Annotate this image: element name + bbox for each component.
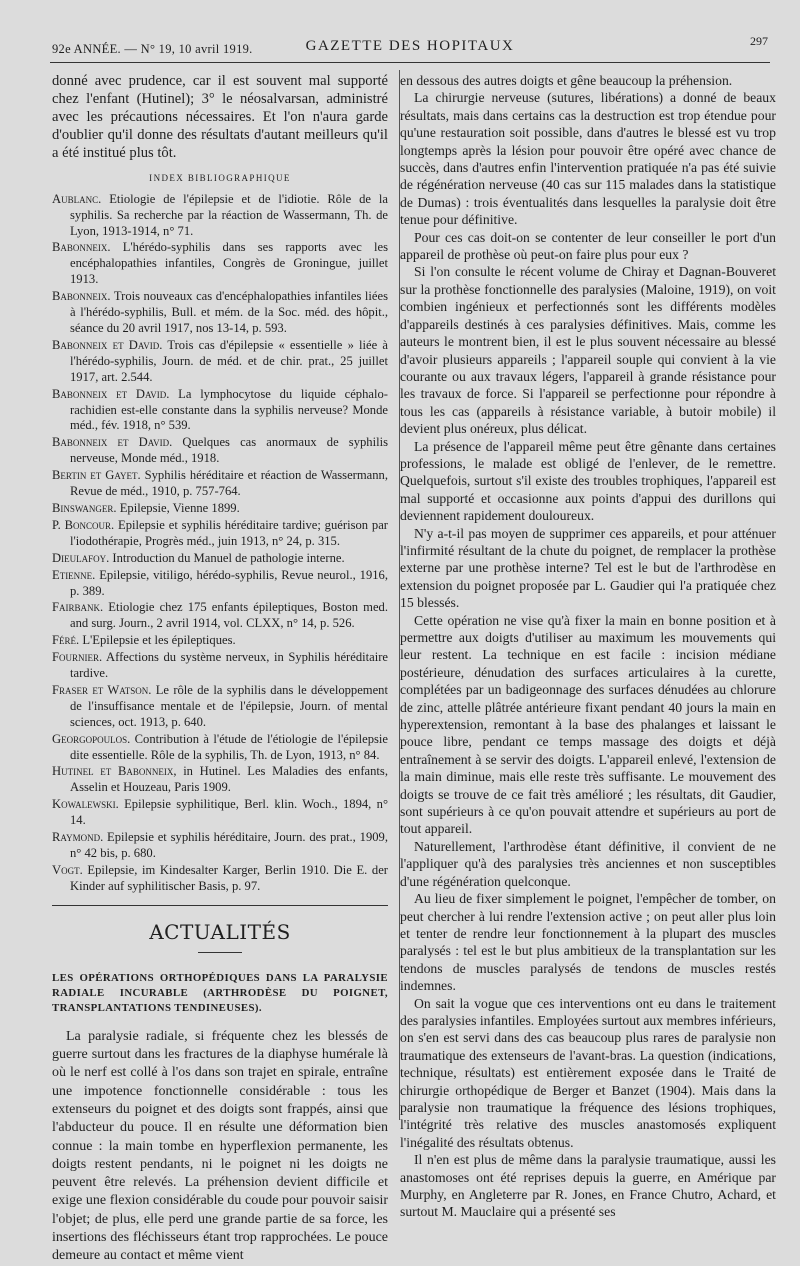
paragraph: Naturellement, l'arthrodèse étant définitive, il convient de ne l'appliquer qu'à des paralysies très anciennes et non susceptibles d'une régénération quelconque. [400,838,776,889]
title-underline [198,952,242,953]
page-header [52,28,768,60]
bib-author: Babonneix et David. [52,435,173,450]
journal-title: GAZETTE DES HOPITAUX [305,38,515,54]
bibliography-entry [52,568,388,600]
page-number: 297 [750,34,768,48]
bibliography-title: INDEX BIBLIOGRAPHIQUE [149,173,291,184]
bibliography-entry [52,192,388,240]
article-subheading: LES OPÉRATIONS ORTHOPÉDIQUES DANS LA PARALYSIE RADIALE INCURABLE (ARTHRODÈSE DU POIGNET, TRANSPLANTATIONS TENDINEUSES). [52,971,388,1014]
bibliography-entry [52,797,388,829]
paragraph: Il n'en est plus de même dans la paralysie traumatique, aussi les anastomoses ont été reprises depuis la guerre, en Amérique par Murphy, en Angleterre par R. Jones, en France Chutro, Achard, et surtout M. Mauclaire qui a présenté ses [400,1152,776,1220]
bib-text: Le rôle de la syphilis dans le développement de l'insuffisance mentale et de l'épilepsie, Journ. of mental sciences, oct. 1913, p. 640. [70,682,388,729]
paragraph: On sait la vogue que ces interventions ont eu dans le traitement des paralysies infantiles. Employées surtout aux membres inférieurs, on s'en est servi dans des cas beaucoup plus rares de paralysie non traumatique des extenseurs de l'avant-bras. La question (indications, technique, résultats) est entièrement exposée dans le Traité de chirurgie orthopédique de Berger et Banzet (1904). Mais dans la paralysie non traumatique la fréquence des lésions trophiques, l'intégrité très relative des muscles anastomosés expliquent l'inégalité des résultats obtenus. [400,995,776,1150]
paragraph: La chirurgie nerveuse (sutures, libérations) a donné de beaux résultats, mais dans certains cas la destruction est trop étendue pour qu'une restauration soit possible, dans d'autres le blessé est vu trop longtemps après la lésion pour pouvoir être opéré avec chance de succès, dans d'autres enfin l'intervention pratiquée n'a pas été suivie de régénération nerveuse (40 cas sur 115 malades dans la statistique de Dumas) : trois éventualités dans lesquelles la paralysie doit être tenue pour définitive. [400,90,776,228]
paragraph: en dessous des autres doigts et gêne beaucoup la préhension. [400,73,733,88]
right-column [400,72,776,1220]
paragraph: N'y a-t-il pas moyen de supprimer ces appareils, et pour atténuer l'infirmité résultant de la chute du poignet, de remplacer la prothèse externe par une prothèse interne? Tel est le but de l'arthrodèse en extension du poignet proposée par L. Gaudier qui l'a pratiquée chez 15 blessés. [400,525,776,611]
right-column-text [400,72,776,1221]
bib-text: Epilepsie, Vienne 1899. [119,500,240,515]
section-divider [52,905,388,906]
issue-info: 92e ANNÉE. — N° 19, 10 avril 1919. [52,42,253,56]
bibliography-entry [52,289,388,337]
bibliography-entry [52,435,388,467]
bibliography-entry [52,764,388,796]
article-body: La paralysie radiale, si fréquente chez les blessés de guerre surtout dans les fractures de la diaphyse humérale là où le nerf est collé à l'os dans son trajet en spirale, entraîne une impotence fonctionnelle considérable : tous les extenseurs du poignet et des doigts sont frappés, ainsi que l'abducteur du pouce. Il en résulte une déformation bien connue : la main tombe en hyperflexion permanente, les doigts restent pendants, ni le poignet ni les doigts ne peuvent être relevés. La préhension devient difficile et exige une flexion considérable du coude pour pouvoir saisir l'objet; de plus, elle perd une grande partie de sa force, les insertions des fléchisseurs étant trop rapprochées. Le pouce demeure au contact et même vient [52,1028,388,1264]
bib-author: Babonneix. [52,240,111,255]
bib-text: Epilepsie, im Kindesalter Karger, Berlin 1910. Die E. der Kinder auf syphilitischer Basis, p. 97. [70,862,388,893]
bib-author: Binswanger. [52,500,117,515]
bib-text: Epilepsie syphilitique, Berl. klin. Woch., 1894, n° 14. [70,797,388,828]
bibliography-entry [52,600,388,632]
bib-text: Trois nouveaux cas d'encéphalopathies infantiles liées à l'hérédo-syphilis, Bull. et mém. de la Soc. méd. des hôpit., séance du 20 avril 1917, nos 13-14, p. 593. [70,289,389,336]
bib-author: Etienne. [52,567,96,582]
bib-author: Georgopoulos. [52,731,131,746]
bib-author: Féré. [52,633,80,648]
bibliography-entry [52,732,388,764]
bib-author: P. Boncour. [52,517,115,532]
paragraph: Pour ces cas doit-on se contenter de leur conseiller le port d'un appareil de prothèse où peut-on faire plus pour eux ? [400,229,776,263]
bibliography-entry [52,683,388,731]
bibliography-entry [52,518,388,550]
bib-author: Bertin et Gayet. [52,468,141,483]
bib-author: Dieulafoy. [52,550,110,565]
bib-text: La lymphocytose du liquide céphalo-rachidien est-elle constante dans la syphilis nerveuse? Monde méd., fév. 1918, n° 539. [70,386,388,433]
paragraph: Au lieu de fixer simplement le poignet, l'empêcher de tomber, on peut chercher à lui rendre l'extension active ; on peut aller plus loin et tenter de rendre leur fonctionnement à la plupart des muscles paralysés : tel est le but plus ambitieux de la transplantation sur les tendons de muscles paralysés de tendons de muscles restés indemnes. [400,891,776,994]
bib-text: Epilepsie et syphilis héréditaire, Journ. des prat., 1909, n° 42 bis, p. 680. [70,830,388,861]
bibliography-entry [52,650,388,682]
bib-author: Aublanc. [52,191,102,206]
bib-text: Syphilis héréditaire et réaction de Wassermann, Revue de méd., 1910, p. 757-764. [70,468,388,499]
bib-author: Kowalewski. [52,797,119,812]
bib-author: Vogt. [52,862,83,877]
bibliography-entry [52,863,388,895]
bibliography-entry [52,551,388,567]
paragraph: La présence de l'appareil même peut être gênante dans certaines professions, le malade est obligé de l'enlever, de le remettre. Quelquefois, surtout s'il existe des troubles trophiques, l'appareil est mal supporté et occasionne aux points d'appui des durillons qui deviennent rapidement douloureux. [400,438,776,524]
left-column [52,72,389,1264]
bib-text: Epilepsie, vitiligo, hérédo-syphilis, Revue neurol., 1916, p. 389. [70,567,388,598]
intro-paragraph: donné avec prudence, car il est souvent mal supporté chez l'enfant (Hutinel); 3° le néosalvarsan, administré avec les précautions nécessaires. Et l'on n'aura garde d'oublier qu'il donne des résultats d'autant meilleurs qu'il a été institué plus tôt. [52,73,388,162]
bibliography-entry [52,468,388,500]
bib-text: Etiologie de l'épilepsie et de l'idiotie. Rôle de la syphilis. Sa recherche par la réaction de Wassermann, Th. de Lyon, 1913-1914, n° 71. [70,191,388,238]
bib-text: Quelques cas anormaux de syphilis nerveuse, Monde méd., 1918. [70,435,388,466]
bib-author: Fraser et Watson. [52,682,152,697]
header-rule [50,62,770,63]
bib-author: Raymond. [52,830,104,845]
bibliography-entry [52,633,388,649]
bibliography-entry [52,830,388,862]
bib-author: Hutinel et Babonneix, [52,764,177,779]
section-title: ACTUALITÉS [149,919,291,944]
bib-author: Babonneix. [52,289,111,304]
bib-text: L'Epilepsie et les épileptiques. [82,633,236,648]
paragraph: Si l'on consulte le récent volume de Chiray et Dagnan-Bouveret sur la prothèse fonctionnelle des paralysies (Maloine, 1919), on voit combien ingénieux et perfectionnés sont les différents modèles d'appareils destinés à ces paralysies définitives. Mais, comme les auteurs le montrent bien, il est le plus souvent nécessaire au blessé d'avoir plusieurs appareils ; l'appareil souple qui convient à la vie courante ou aux travaux légers, l'appareil à grande résistance pour les travaux de force. Si l'appareil se perfectionne pour répondre à tous les cas (appareils à résistance variable, à butoir mobile) il devient plus onéreux, plus délicat. [400,264,776,437]
bib-author: Fairbank. [52,600,104,615]
bib-text: Contribution à l'étude de l'étiologie de l'épilepsie dite essentielle. Rôle de la syphilis, Th. de Lyon, 1913, n° 84. [70,731,388,762]
bib-author: Babonneix et David. [52,337,163,352]
paragraph: Cette opération ne vise qu'à fixer la main en bonne position et à permettre aux doigts d'utiliser au maximum les mouvements qui leur restent. La technique en est facile : incision médiane postérieure, dénudation des surfaces articulaires à la curette, complétées par un badigeonnage des surfaces dénudées au chlorure de zinc, attelle plâtrée antérieure fixant pendant 40 jours la main en hyperextension, remontant à la base des phalanges et laissant le pouce libre, pendant ce temps massage des doigts et déjà entraînement à se servir des doigts. L'appareil enlevé, l'extension de la main diminue, mais elle reste très suffisante. Le mouvement des doigts se trouve de ce fait très amélioré ; les résultats, dit Gaudier, sont supérieurs à ce qu'on pouvait attendre et supérieurs au port de tout appareil. [400,612,776,837]
bib-text: Epilepsie et syphilis héréditaire tardive; guérison par l'iodothérapie, Progrès méd., juin 1913, n° 24, p. 315. [70,517,388,548]
bibliography-entry [52,240,388,288]
bib-text: Affections du système nerveux, in Syphilis héréditaire tardive. [70,650,388,681]
bib-text: Etiologie chez 175 enfants épileptiques, Boston med. and surg. Journ., 2 avril 1914, vol. CLXX, n° 14, p. 526. [70,600,388,631]
bibliography-entry [52,501,388,517]
bib-author: Fournier. [52,650,103,665]
bibliography-entry [52,338,388,386]
bib-text: Introduction du Manuel de pathologie interne. [112,550,345,565]
bib-text: Trois cas d'épilepsie « essentielle » liée à l'hérédo-syphilis, Journ. de méd. et de chir. prat., 25 juillet 1917, art. 2.544. [70,337,389,384]
bib-text: L'hérédo-syphilis dans ses rapports avec les encéphalopathies infantiles, Congrès de Groningue, juillet 1913. [70,240,388,287]
bibliography-list [52,192,388,895]
bibliography-entry [52,387,388,435]
bib-author: Babonneix et David. [52,386,170,401]
bib-text: in Hutinel. Les Maladies des enfants, Asselin et Houzeau, Paris 1909. [70,764,388,795]
